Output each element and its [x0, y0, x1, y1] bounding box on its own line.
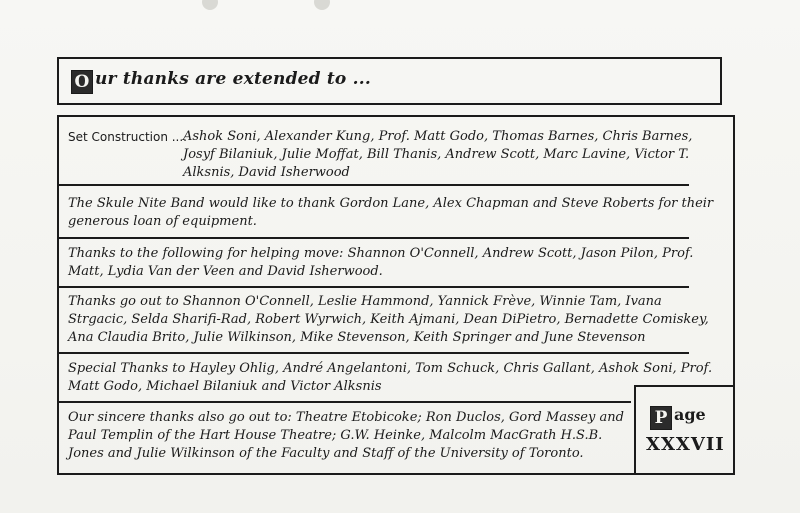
section-text: Special Thanks to Hayley Ohlig, André Angelantoni, Tom Schuck, Chris Gallant, Ashok Soni, Prof. Matt Godo, Michael Bilaniuk and Victor Alksnis [68, 361, 713, 394]
divider [59, 352, 689, 354]
section-text: Our sincere thanks also go out to: Theatre Etobicoke; Ron Duclos, Gord Massey and Paul Templin of the Hart House Theatre; G.W. Heinke, Malcolm MacGrath H.S.B. Jones and Julie Wilkinson of the Faculty and Staff of the University of Toronto. [68, 410, 624, 461]
page-dropcap: P [650, 406, 672, 430]
page-number: XXXVII [646, 434, 725, 455]
section-heading: Set Construction .... [68, 130, 187, 144]
section-text: Thanks to the following for helping move: Shannon O'Connell, Andrew Scott, Jason Pilon, Prof. Matt, Lydia Van der Veen and David Isherwood. [68, 246, 694, 279]
punch-hole [202, 0, 218, 10]
header-box [57, 57, 722, 105]
divider [59, 401, 631, 403]
divider [59, 237, 689, 239]
section-moving [68, 245, 718, 281]
title-text: ur thanks are extended to ... [95, 69, 371, 89]
divider [59, 286, 689, 288]
section-text: Thanks go out to Shannon O'Connell, Leslie Hammond, Yannick Frève, Winnie Tam, Ivana Strgacic, Selda Sharifi-Rad, Robert Wyrwich, Keith Ajmani, Dean DiPietro, Bernadette Comiskey, Ana Claudia Brito, Julie Wilkinson, Mike Stevenson, Keith Springer and June Stevenson [68, 294, 709, 345]
section-sincere [68, 409, 628, 463]
page-number-box [634, 385, 734, 475]
page-label [650, 405, 706, 430]
title-dropcap: O [71, 70, 93, 94]
page-title [71, 69, 371, 94]
section-special [68, 360, 718, 396]
section-text: The Skule Nite Band would like to thank Gordon Lane, Alex Chapman and Steve Roberts for their generous loan of equipment. [68, 196, 714, 229]
divider [59, 184, 689, 186]
section-band [68, 195, 718, 231]
section-set-construction [68, 128, 718, 184]
page-word: age [674, 405, 706, 424]
section-thanks [68, 293, 718, 347]
section-text: Ashok Soni, Alexander Kung, Prof. Matt Godo, Thomas Barnes, Chris Barnes, Josyf Bilaniuk, Julie Moffat, Bill Thanis, Andrew Scott, Marc Lavine, Victor T. Alksnis, David Isherwood [183, 129, 693, 180]
acknowledgements-box [57, 115, 735, 475]
punch-hole [314, 0, 330, 10]
